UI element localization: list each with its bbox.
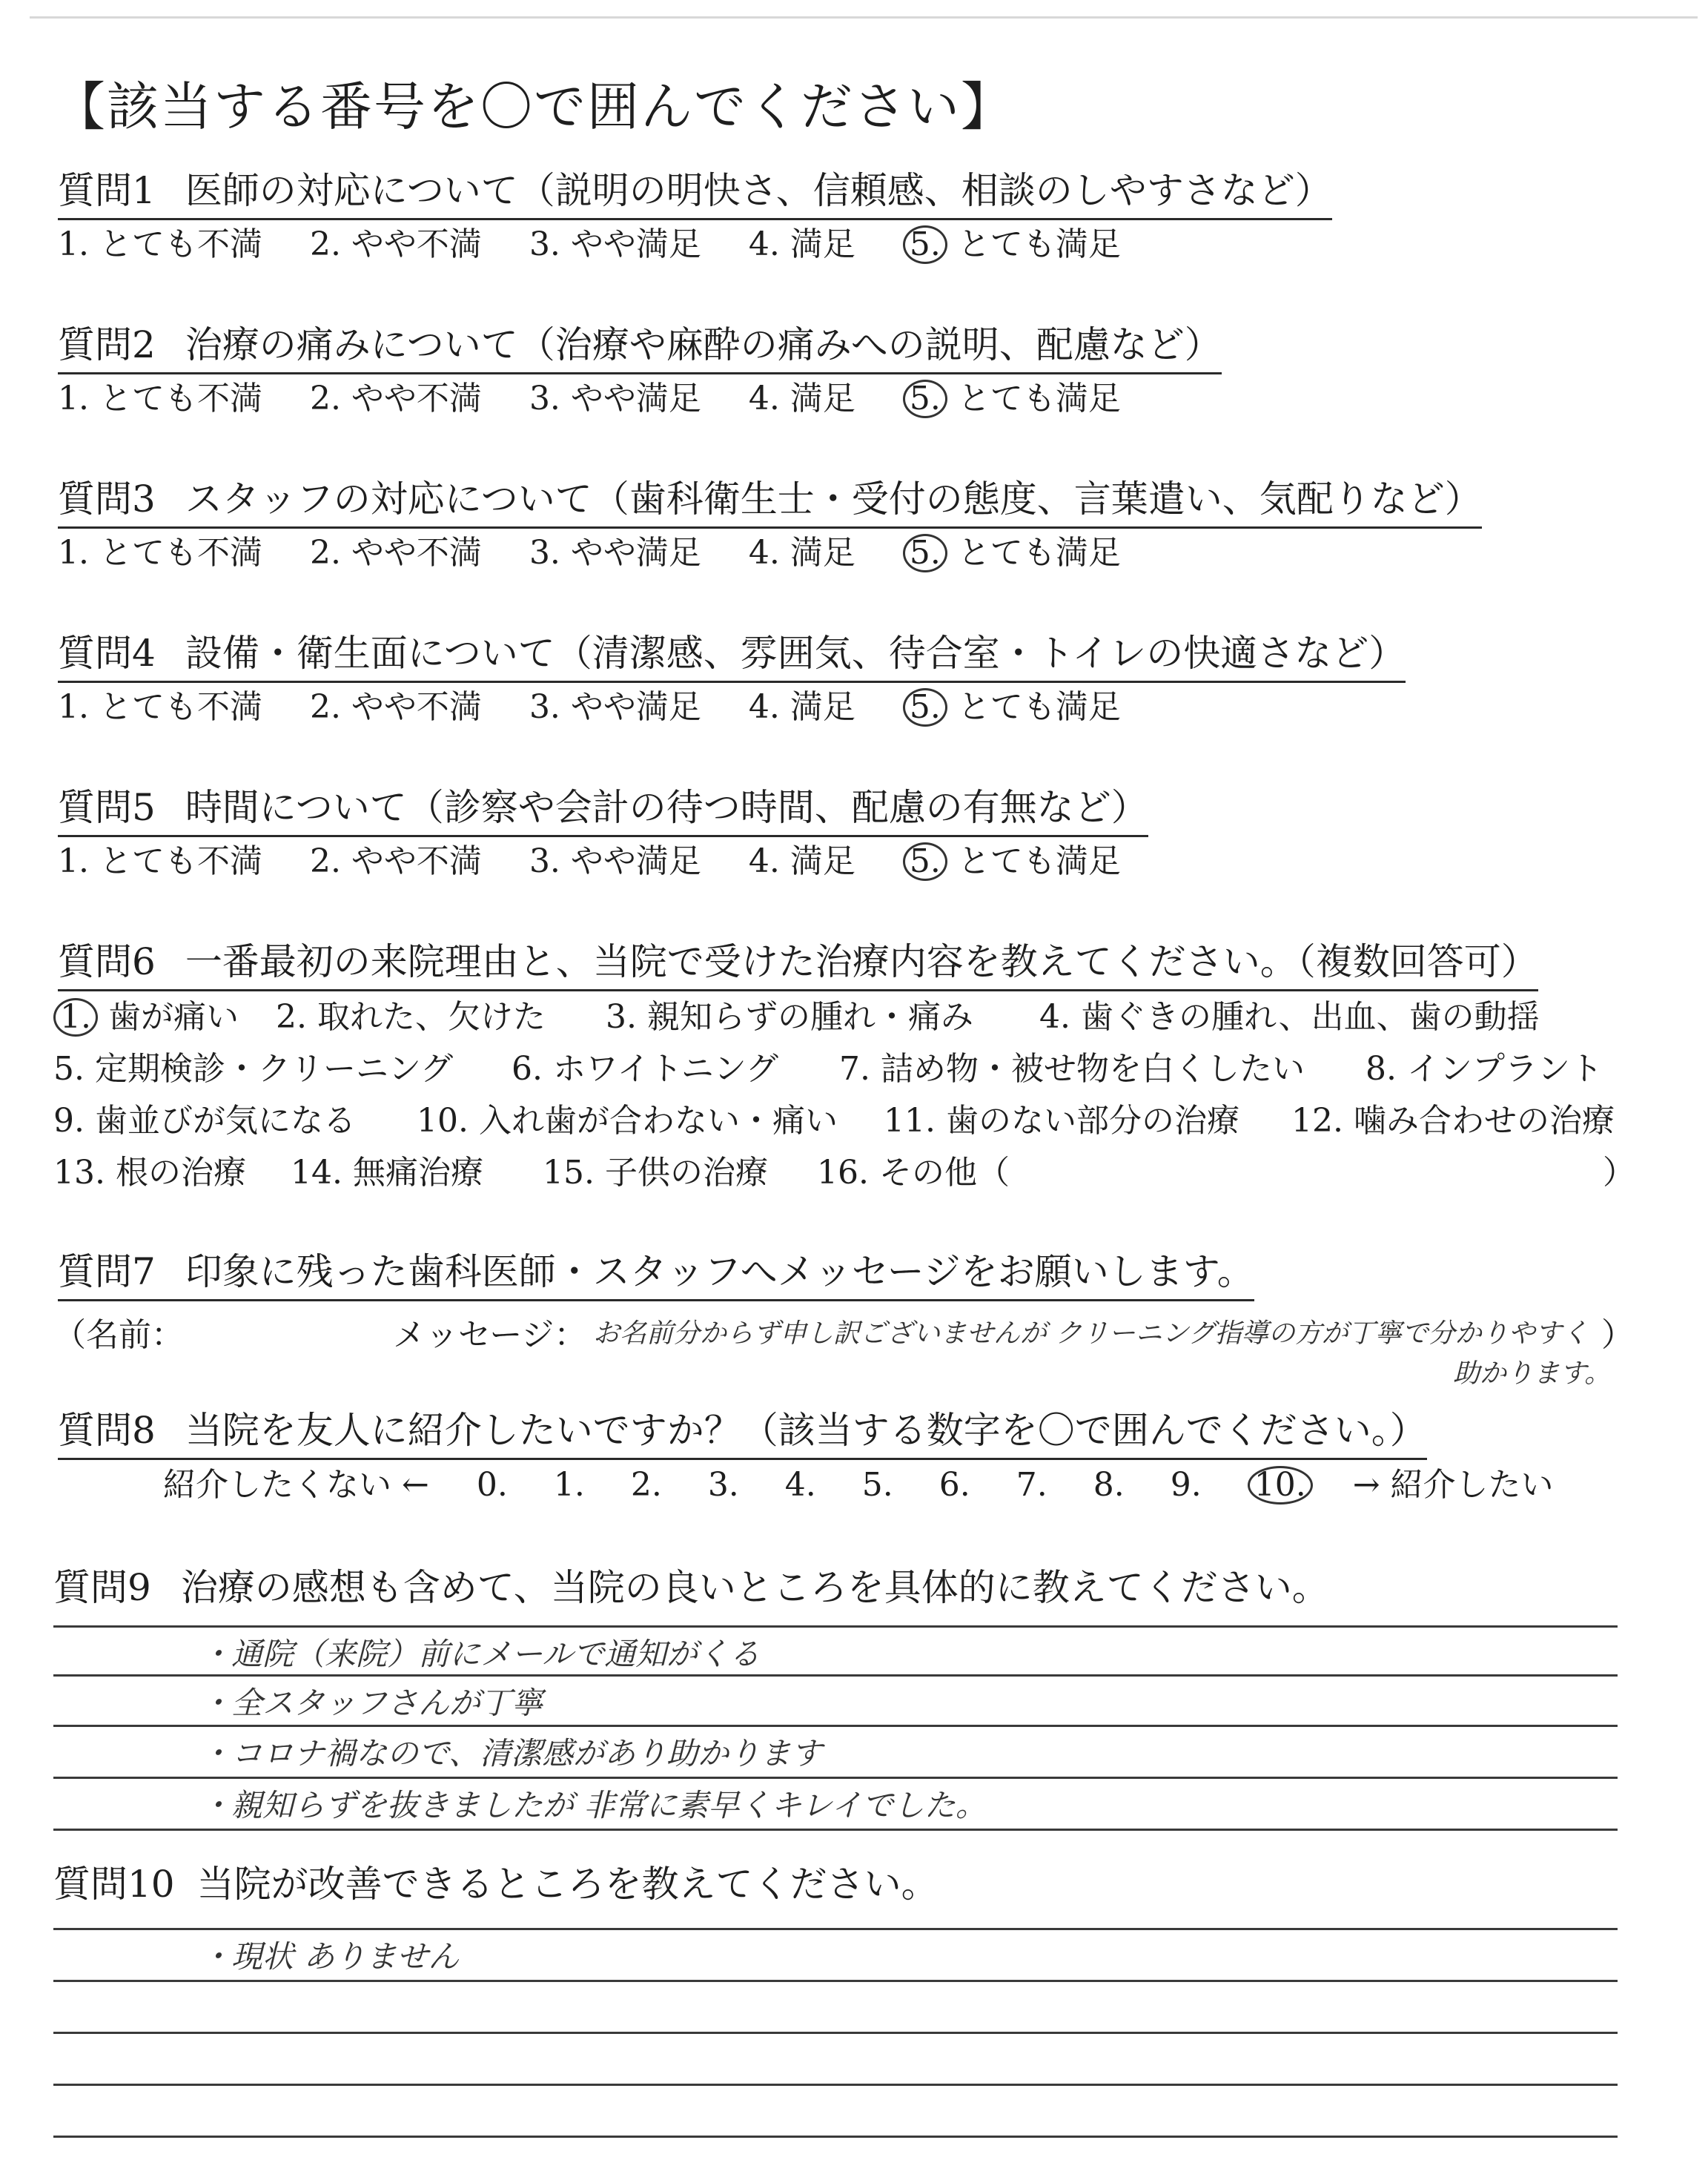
question-2 [58, 322, 1222, 374]
choice-5-selected[interactable] [903, 380, 1121, 417]
reason-9[interactable]: 9. 歯並びが気になる [53, 1102, 356, 1140]
reason-2[interactable]: 2. 取れた、欠けた [276, 998, 546, 1036]
choice-5-selected[interactable] [903, 842, 1121, 880]
recommend-scale [163, 1464, 1554, 1506]
answer-line [53, 1777, 1618, 1779]
choice-1[interactable]: 1. とても不満 [58, 688, 262, 726]
choice-5-mark: 5. [903, 380, 947, 418]
scale-4[interactable]: 4. [784, 1466, 816, 1504]
scale-10-selected[interactable]: 10. [1248, 1466, 1313, 1505]
question-4-number: 質問4 [58, 632, 156, 675]
choice-1[interactable]: 1. とても不満 [58, 225, 262, 263]
reason-10[interactable]: 10. 入れ歯が合わない・痛い [417, 1102, 838, 1140]
choice-5-label: とても満足 [957, 842, 1121, 880]
q9-answer-2: ・全スタッフさんが丁寧 [200, 1685, 543, 1721]
answer-line [53, 2084, 1618, 2086]
choice-5-label: とても満足 [957, 534, 1121, 572]
answer-line [53, 1725, 1618, 1727]
answer-line [53, 1928, 1618, 1930]
question-5-text: 時間について（診察や会計の待つ時間、配慮の有無など） [185, 786, 1148, 829]
reason-1-selected[interactable] [53, 997, 239, 1038]
question-10 [53, 1861, 939, 1907]
q9-answer-4: ・親知らずを抜きましたが 非常に素早くキレイでした。 [200, 1787, 987, 1823]
recommend-right-label: → 紹介したい [1352, 1466, 1554, 1504]
page-top-rule [30, 16, 1698, 19]
choice-1[interactable]: 1. とても不満 [58, 842, 262, 880]
reason-1-mark: 1. [53, 998, 98, 1037]
question-7-number: 質問7 [58, 1250, 156, 1293]
question-9-number: 質問9 [53, 1566, 151, 1609]
choice-5-mark: 5. [903, 534, 947, 572]
question-7 [58, 1249, 1254, 1301]
question-9-text: 治療の感想も含めて、当院の良いところを具体的に教えてください。 [180, 1566, 1329, 1609]
question-3 [58, 476, 1482, 529]
name-label: （名前： [53, 1316, 184, 1354]
answer-line [53, 1625, 1618, 1628]
question-5-choices [58, 841, 1158, 882]
question-3-text: スタッフの対応について（歯科衛生士・受付の態度、言葉遣い、気配りなど） [185, 478, 1482, 521]
message-label: メッセージ： [393, 1316, 587, 1354]
scale-5[interactable]: 5. [861, 1466, 893, 1504]
answer-line [53, 1829, 1618, 1831]
reason-16-close-paren: ） [1603, 1154, 1635, 1192]
question-4 [58, 630, 1406, 683]
answer-line [53, 2032, 1618, 2034]
recommend-left-label: 紹介したくない ← [163, 1466, 429, 1504]
question-1 [58, 168, 1332, 220]
choice-5-selected[interactable] [903, 688, 1121, 726]
question-8-number: 質問8 [58, 1409, 156, 1452]
scale-1[interactable]: 1. [553, 1466, 585, 1504]
choice-4[interactable]: 4. 満足 [748, 842, 855, 880]
reason-13[interactable]: 13. 根の治療 [53, 1154, 246, 1192]
reason-7[interactable]: 7. 詰め物・被せ物を白くしたい [839, 1050, 1305, 1088]
reason-3[interactable]: 3. 親知らずの腫れ・痛み [606, 998, 973, 1036]
question-10-text: 当院が改善できるところを教えてください。 [196, 1863, 939, 1906]
answer-line [53, 1674, 1618, 1677]
question-8-text: 当院を友人に紹介したいですか？（該当する数字を〇で囲んでください。） [185, 1409, 1427, 1452]
answer-line [53, 1980, 1618, 1982]
message-handwritten-line-2: 助かります。 [1453, 1358, 1612, 1389]
choice-2[interactable]: 2. やや不満 [309, 842, 482, 880]
reason-16-other[interactable]: 16. その他（ [817, 1154, 1010, 1192]
choice-3[interactable]: 3. やや満足 [529, 534, 701, 572]
question-2-number: 質問2 [58, 323, 156, 366]
choice-3[interactable]: 3. やや満足 [529, 380, 701, 417]
scale-7[interactable]: 7. [1016, 1466, 1047, 1504]
reason-14[interactable]: 14. 無痛治療 [291, 1154, 483, 1192]
choice-4[interactable]: 4. 満足 [748, 380, 855, 417]
choice-5-selected[interactable] [903, 225, 1121, 263]
choice-3[interactable]: 3. やや満足 [529, 842, 701, 880]
answer-line [53, 2136, 1618, 2138]
choice-2[interactable]: 2. やや不満 [309, 688, 482, 726]
reason-5[interactable]: 5. 定期検診・クリーニング [53, 1050, 454, 1088]
choice-5-mark: 5. [903, 688, 947, 727]
page-title: 【該当する番号を〇で囲んでください】 [53, 76, 1014, 137]
question-6-text: 一番最初の来院理由と、当院で受けた治療内容を教えてください。（複数回答可） [185, 940, 1538, 983]
choice-4[interactable]: 4. 満足 [748, 225, 855, 263]
question-1-choices [58, 224, 1158, 265]
choice-5-mark: 5. [903, 225, 947, 264]
choice-5-label: とても満足 [957, 225, 1121, 263]
question-3-number: 質問3 [58, 478, 156, 521]
choice-3[interactable]: 3. やや満足 [529, 225, 701, 263]
q9-answer-1: ・通院（来院）前にメールで通知がくる [200, 1636, 761, 1672]
question-4-text: 設備・衛生面について（清潔感、雰囲気、待合室・トイレの快適さなど） [185, 632, 1406, 675]
scale-0[interactable]: 0. [476, 1466, 508, 1504]
choice-5-label: とても満足 [957, 688, 1121, 726]
choice-5-selected[interactable] [903, 534, 1121, 572]
choice-1[interactable]: 1. とても不満 [58, 534, 262, 572]
reason-12[interactable]: 12. 噛み合わせの治療 [1291, 1102, 1615, 1140]
choice-5-label: とても満足 [957, 380, 1121, 417]
question-3-choices [58, 532, 1158, 574]
question-6-number: 質問6 [58, 940, 156, 983]
scale-3[interactable]: 3. [707, 1466, 739, 1504]
choice-2[interactable]: 2. やや不満 [309, 225, 482, 263]
question-6 [58, 939, 1538, 991]
scale-6[interactable]: 6. [939, 1466, 970, 1504]
choice-4[interactable]: 4. 満足 [748, 534, 855, 572]
scale-8[interactable]: 8. [1093, 1466, 1125, 1504]
choice-3[interactable]: 3. やや満足 [529, 688, 701, 726]
question-1-number: 質問1 [58, 169, 156, 212]
question-5 [58, 785, 1148, 837]
question-8 [58, 1407, 1427, 1460]
q9-answer-3: ・コロナ禍なので、清潔感があり助かります [200, 1735, 823, 1771]
question-1-text: 医師の対応について（説明の明快さ、信頼感、相談のしやすさなど） [185, 169, 1332, 212]
q10-answer-1: ・現状 ありません [200, 1938, 460, 1975]
choice-5-mark: 5. [903, 842, 947, 881]
reason-4[interactable]: 4. 歯ぐきの腫れ、出血、歯の動揺 [1039, 998, 1540, 1036]
reason-15[interactable]: 15. 子供の治療 [543, 1154, 768, 1192]
question-10-number: 質問10 [53, 1863, 175, 1906]
reason-6[interactable]: 6. ホワイトニング [512, 1050, 779, 1088]
message-close-paren: ） [1601, 1316, 1634, 1354]
scale-2[interactable]: 2. [630, 1466, 662, 1504]
question-5-number: 質問5 [58, 786, 156, 829]
reason-1-label: 歯が痛い [107, 998, 239, 1036]
reason-11[interactable]: 11. 歯のない部分の治療 [884, 1102, 1239, 1140]
message-handwritten-line-1: お名前分からず申し訳ございませんが クリーニング指導の方が丁寧で分かりやすく [593, 1318, 1589, 1349]
choice-4[interactable]: 4. 満足 [748, 688, 855, 726]
choice-2[interactable]: 2. やや不満 [309, 534, 482, 572]
scale-9[interactable]: 9. [1170, 1466, 1202, 1504]
question-4-choices [58, 687, 1158, 728]
question-9 [53, 1565, 1329, 1611]
question-7-text: 印象に残った歯科医師・スタッフへメッセージをお願いします。 [185, 1250, 1254, 1293]
choice-1[interactable]: 1. とても不満 [58, 380, 262, 417]
choice-2[interactable]: 2. やや不満 [309, 380, 482, 417]
question-2-choices [58, 378, 1158, 420]
question-2-text: 治療の痛みについて（治療や麻酔の痛みへの説明、配慮など） [185, 323, 1222, 366]
reason-8[interactable]: 8. インプラント [1366, 1050, 1603, 1088]
